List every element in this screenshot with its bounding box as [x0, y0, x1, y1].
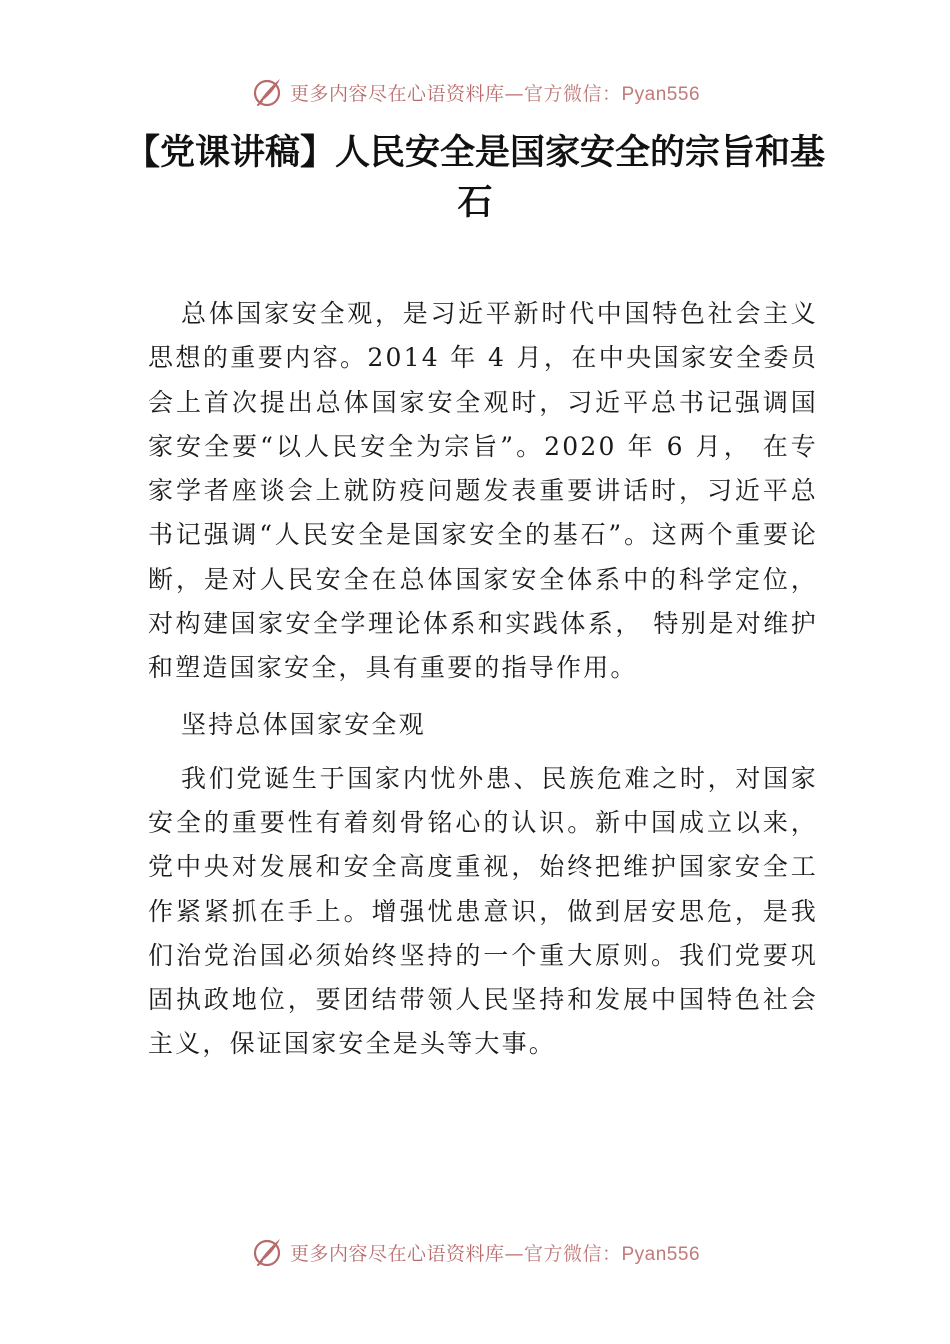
body-paragraph-1: 总体国家安全观，是习近平新时代中国特色社会主义思想的重要内容。2014 年 4 月，在中央国家安全委员会上首次提出总体国家安全观时，习近平总书记强调国家安全要“以人民安全为宗旨”。2020 年 6 月， 在专家学者座谈会上就防疫问题发表重要讲话时，习近平总书记强调“人民安全是国家安全的基石”。这两个重要论断，是对人民安全在总体国家安全体系中的科学定位，对构建国家安全学理论体系和实践体系， 特别是对维护和塑造国家安全，具有重要的指导作用。 [148, 299, 818, 683]
document-body [148, 292, 818, 1067]
watermark-text [290, 1239, 700, 1266]
section-heading: 坚持总体国家安全观 [181, 709, 426, 739]
watermark-wechat-label: 官方微信： [523, 1242, 622, 1265]
watermark-slogan: 更多内容尽在心语资料库 [289, 82, 505, 105]
watermark-separator: — [504, 1242, 524, 1265]
quill-pen-logo-icon [250, 75, 284, 109]
quill-pen-logo-icon [250, 1235, 284, 1269]
watermark-wechat-id: Pyan556 [621, 83, 701, 105]
watermark-separator: — [504, 82, 524, 105]
watermark-text [290, 79, 700, 106]
body-paragraph-2: 我们党诞生于国家内忧外患、民族危难之时，对国家安全的重要性有着刻骨铭心的认识。新中国成立以来，党中央对发展和安全高度重视，始终把维护国家安全工作紧紧抓在手上。增强忧患意识，做到居安思危，是我们治党治国必须始终坚持的一个重大原则。我们党要巩固执政地位，要团结带领人民坚持和发展中国特色社会主义，保证国家安全是头等大事。 [148, 763, 818, 1059]
header-watermark-banner [0, 72, 950, 112]
document-title: 【党课讲稿】人民安全是国家安全的宗旨和基石 [124, 133, 825, 223]
watermark-wechat-label: 官方微信： [523, 82, 622, 105]
watermark-wechat-id: Pyan556 [621, 1243, 701, 1265]
watermark-slogan: 更多内容尽在心语资料库 [289, 1242, 505, 1265]
footer-watermark-banner [0, 1232, 950, 1272]
